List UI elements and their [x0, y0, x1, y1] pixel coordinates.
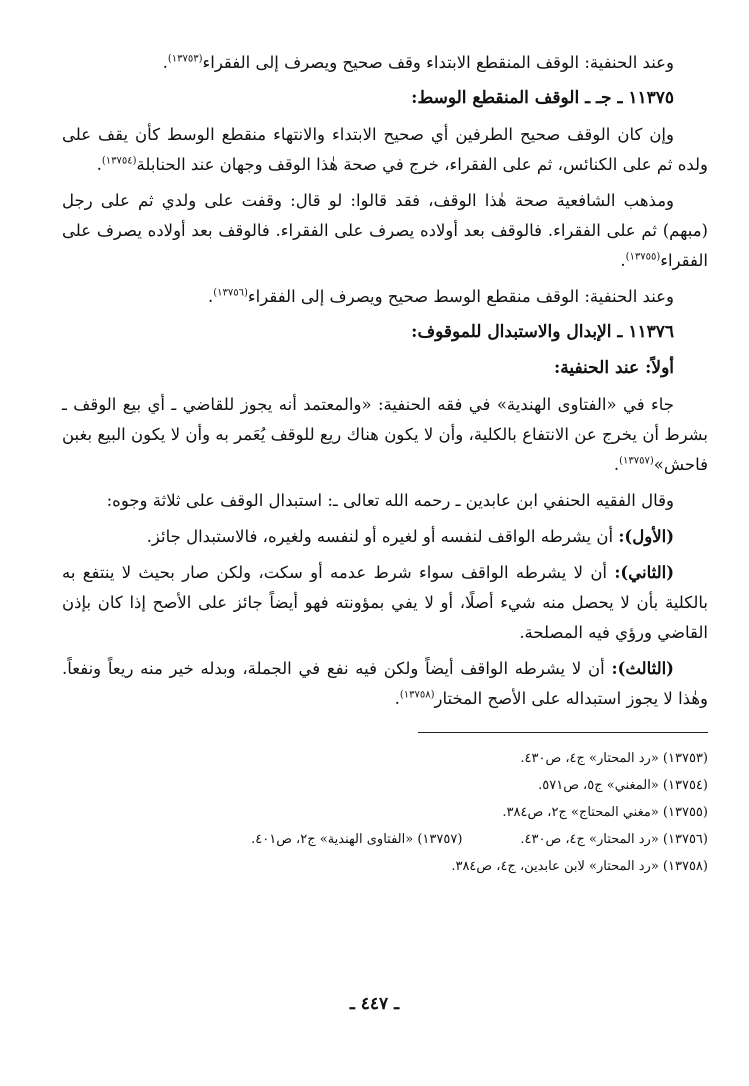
footnote: (١٣٧٥٧) «الفتاوى الهندية» ج٢، ص٤٠١. — [251, 832, 463, 847]
footnotes — [62, 745, 708, 880]
paragraph-text: أن لا يشرطه الواقف أيضاً ولكن فيه نفع في الجملة، وبدله خير منه ريعاً ونفعاً. وهٰذا لا يجوز استبداله على الأصح المختار — [62, 659, 708, 708]
paragraph-text: جاء في «الفتاوى الهندية» في فقه الحنفية: «والمعتمد أنه يجوز للقاضي ـ أي بيع الوقف ـ بشرط أن يخرج عن الانتفاع بالكلية، وأن لا يكون هناك ريع للوقف يُعَمر به وأن لا يكون البيع بغبن فاحش» — [62, 395, 708, 474]
footnote-separator — [418, 732, 708, 733]
subsection-heading: أولاً: عند الحنفية: — [553, 358, 674, 378]
paragraph: جاء في «الفتاوى الهندية» في فقه الحنفية: «والمعتمد أنه يجوز للقاضي ـ أي بيع الوقف ـ بشرط أن يخرج عن الانتفاع بالكلية، وأن لا يكون هناك ريع للوقف يُعَمر به وأن لا يكون البيع بغبن فاحش»$^{(١٣٧٥٧)}$. — [62, 395, 708, 474]
page-number: ـ ٤٤٧ ـ — [349, 994, 400, 1014]
footnote-ref[interactable]: (١٣٧٥٦) — [213, 287, 248, 299]
paragraph — [62, 558, 708, 648]
footnote-ref[interactable]: (١٣٧٥٤) — [101, 155, 137, 167]
footnote-ref[interactable]: (١٣٧٥٧) — [619, 455, 654, 467]
item-label: (الثالث): — [611, 659, 674, 678]
footnote-ref[interactable]: (١٣٧٥٥) — [625, 251, 661, 263]
paragraph: وقال الفقيه الحنفي ابن عابدين ـ رحمه الله تعالى ـ: استبدال الوقف على ثلاثة وجوه: — [106, 491, 674, 510]
footnote-ref[interactable]: (١٣٧٥٣) — [167, 53, 203, 65]
paragraph: وإن كان الوقف صحيح الطرفين أي صحيح الابتداء والانتهاء منقطع الوسط كأن يقف على ولده ثم على الكنائس، ثم على الفقراء، خرج في صحة هٰذا الوقف وجهان عند الحنابلة$^{(١٣٧٥٤)}$. — [62, 125, 708, 174]
item-label: (الأول): — [618, 527, 674, 546]
section-heading: ١١٣٧٦ ـ الإبدال والاستبدال للموقوف: — [411, 322, 674, 342]
paragraph-text: وعند الحنفية: الوقف المنقطع الابتداء وقف صحيح ويصرف إلى الفقراء — [202, 53, 674, 72]
paragraph-text: أن لا يشرطه الواقف سواء شرط عدمه أو سكت، ولكن صار بحيث لا ينتفع به بالكلية بأن لا يحصل منه شيء أصلًا، أو لا يفي بمؤونته فهو أيضاً جائز على الأصح إذا كان بإذن القاضي ورؤي فيه المصلحة. — [62, 563, 708, 642]
paragraph-text: وإن كان الوقف صحيح الطرفين أي صحيح الابتداء والانتهاء منقطع الوسط كأن يقف على ولده ثم على الكنائس، ثم على الفقراء، خرج في صحة هٰذا الوقف وجهان عند الحنابلة — [62, 125, 708, 174]
paragraph-text: أن يشرطه الواقف لنفسه أو لغيره أو لنفسه ولغيره، فالاستبدال جائز. — [146, 527, 614, 546]
paragraph-text: وعند الحنفية: الوقف منقطع الوسط صحيح ويصرف إلى الفقراء — [247, 287, 674, 306]
item-label: (الثاني): — [614, 563, 674, 582]
paragraph — [62, 522, 708, 552]
footnote-ref[interactable]: (١٣٧٥٨) — [399, 689, 435, 701]
section-heading: ١١٣٧٥ ـ جـ ـ الوقف المنقطع الوسط: — [411, 88, 674, 108]
footnote: (١٣٧٥٨) «رد المحتار» لابن عابدين، ج٤، ص٣٨٤. — [451, 859, 708, 874]
footnote: (١٣٧٥٥) «مغني المحتاج» ج٢، ص٣٨٤. — [502, 805, 708, 820]
paragraph-text: ومذهب الشافعية صحة هٰذا الوقف، فقد قالوا: لو قال: وقفت على ولدي ثم على رجل (مبهم) ثم على الفقراء. فالوقف بعد أولاده يصرف على الفقراء. فالوقف بعد أولاده يصرف على الفقراء — [62, 191, 708, 270]
paragraph: (الثالث): أن لا يشرطه الواقف أيضاً ولكن فيه نفع في الجملة، وبدله خير منه ريعاً ونفعاً. وهٰذا لا يجوز استبداله على الأصح المختار$^{(١٣٧٥٨)}$. — [62, 659, 708, 708]
paragraph: ومذهب الشافعية صحة هٰذا الوقف، فقد قالوا: لو قال: وقفت على ولدي ثم على رجل (مبهم) ثم على الفقراء. فالوقف بعد أولاده يصرف على الفقراء. فالوقف بعد أولاده يصرف على الفقراء$^{(١٣٧٥٥)}$. — [62, 191, 708, 270]
footnote: (١٣٧٥٦) «رد المحتار» ج٤، ص٤٣٠. — [520, 832, 708, 847]
paragraph: وعند الحنفية: الوقف المنقطع الابتداء وقف صحيح ويصرف إلى الفقراء$^{(١٣٧٥٣)}$. — [162, 53, 674, 72]
footnote: (١٣٧٥٤) «المغني» ج٥، ص٥٧١. — [538, 778, 708, 793]
footnote-row — [62, 826, 708, 853]
footnote: (١٣٧٥٣) «رد المحتار» ج٤، ص٤٣٠. — [520, 751, 708, 766]
paragraph: وعند الحنفية: الوقف منقطع الوسط صحيح ويصرف إلى الفقراء$^{(١٣٧٥٦)}$. — [208, 287, 674, 306]
page-content — [62, 48, 708, 880]
